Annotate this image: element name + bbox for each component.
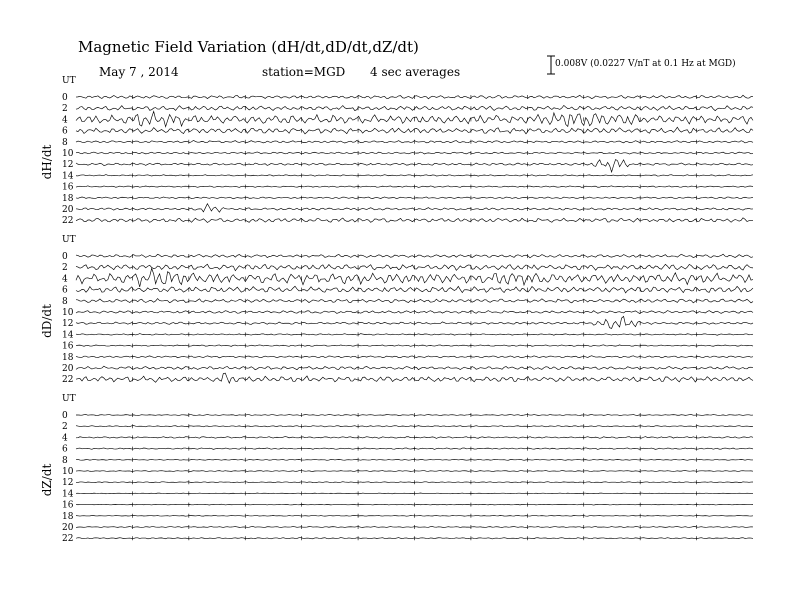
ut-tick-label: 14	[62, 330, 74, 341]
ut-tick-label: 18	[62, 352, 74, 363]
ut-tick-label: 6	[62, 444, 68, 455]
date-label: May 7 , 2014	[99, 65, 179, 79]
ut-tick-label: 0	[62, 93, 68, 103]
ut-tick-label: 18	[62, 193, 74, 204]
chart-title: Magnetic Field Variation (dH/dt,dD/dt,dZ/dt)	[78, 38, 419, 56]
station-label: station=MGD	[262, 65, 346, 79]
ut-tick-label: 16	[62, 182, 74, 193]
ut-tick-label: 2	[62, 263, 68, 274]
ut-tick-label: 12	[62, 319, 74, 330]
ut-tick-label: 10	[62, 149, 74, 159]
ut-tick-label: 16	[62, 341, 74, 352]
ut-tick-label: 2	[62, 104, 68, 115]
ut-tick-label: 20	[62, 364, 74, 374]
ut-tick-label: 0	[62, 252, 68, 262]
ut-tick-label: 6	[62, 126, 68, 137]
scale-bar-label: 0.008V (0.0227 V/nT at 0.1 Hz at MGD)	[555, 59, 736, 69]
ut-tick-label: 10	[62, 308, 74, 318]
ut-axis-label: UT	[62, 76, 76, 86]
ut-tick-label: 2	[62, 422, 68, 433]
ut-tick-label: 8	[62, 137, 68, 148]
ut-tick-label: 16	[62, 500, 74, 511]
ut-tick-label: 8	[62, 455, 68, 466]
ut-tick-label: 22	[62, 216, 74, 227]
ut-tick-label: 0	[62, 411, 68, 421]
averaging-label: 4 sec averages	[370, 65, 461, 79]
ut-axis-label: UT	[62, 394, 76, 404]
ut-axis-label: UT	[62, 235, 76, 245]
ut-tick-label: 14	[62, 489, 74, 500]
ut-tick-label: 4	[62, 115, 68, 126]
trace-dzdt-ut18	[76, 515, 753, 516]
ut-tick-label: 22	[62, 375, 74, 386]
ut-tick-label: 10	[62, 467, 74, 477]
scale-bar	[547, 56, 555, 74]
component-label: dZ/dt	[40, 463, 54, 497]
ut-tick-label: 8	[62, 296, 68, 307]
component-label: dH/dt	[40, 144, 54, 180]
panel-dzdt	[40, 394, 753, 544]
ut-tick-label: 14	[62, 171, 74, 182]
panel-dddt	[40, 235, 753, 385]
ut-tick-label: 4	[62, 274, 68, 285]
panel-dhdt	[40, 76, 753, 226]
trace-dzdt-ut14	[76, 493, 753, 494]
ut-tick-label: 18	[62, 511, 74, 522]
component-label: dD/dt	[40, 304, 54, 338]
ut-tick-label: 20	[62, 523, 74, 533]
ut-tick-label: 20	[62, 205, 74, 215]
ut-tick-label: 4	[62, 433, 68, 444]
ut-tick-label: 22	[62, 534, 74, 545]
ut-tick-label: 6	[62, 285, 68, 296]
ut-tick-label: 12	[62, 160, 74, 171]
ut-tick-label: 12	[62, 478, 74, 489]
